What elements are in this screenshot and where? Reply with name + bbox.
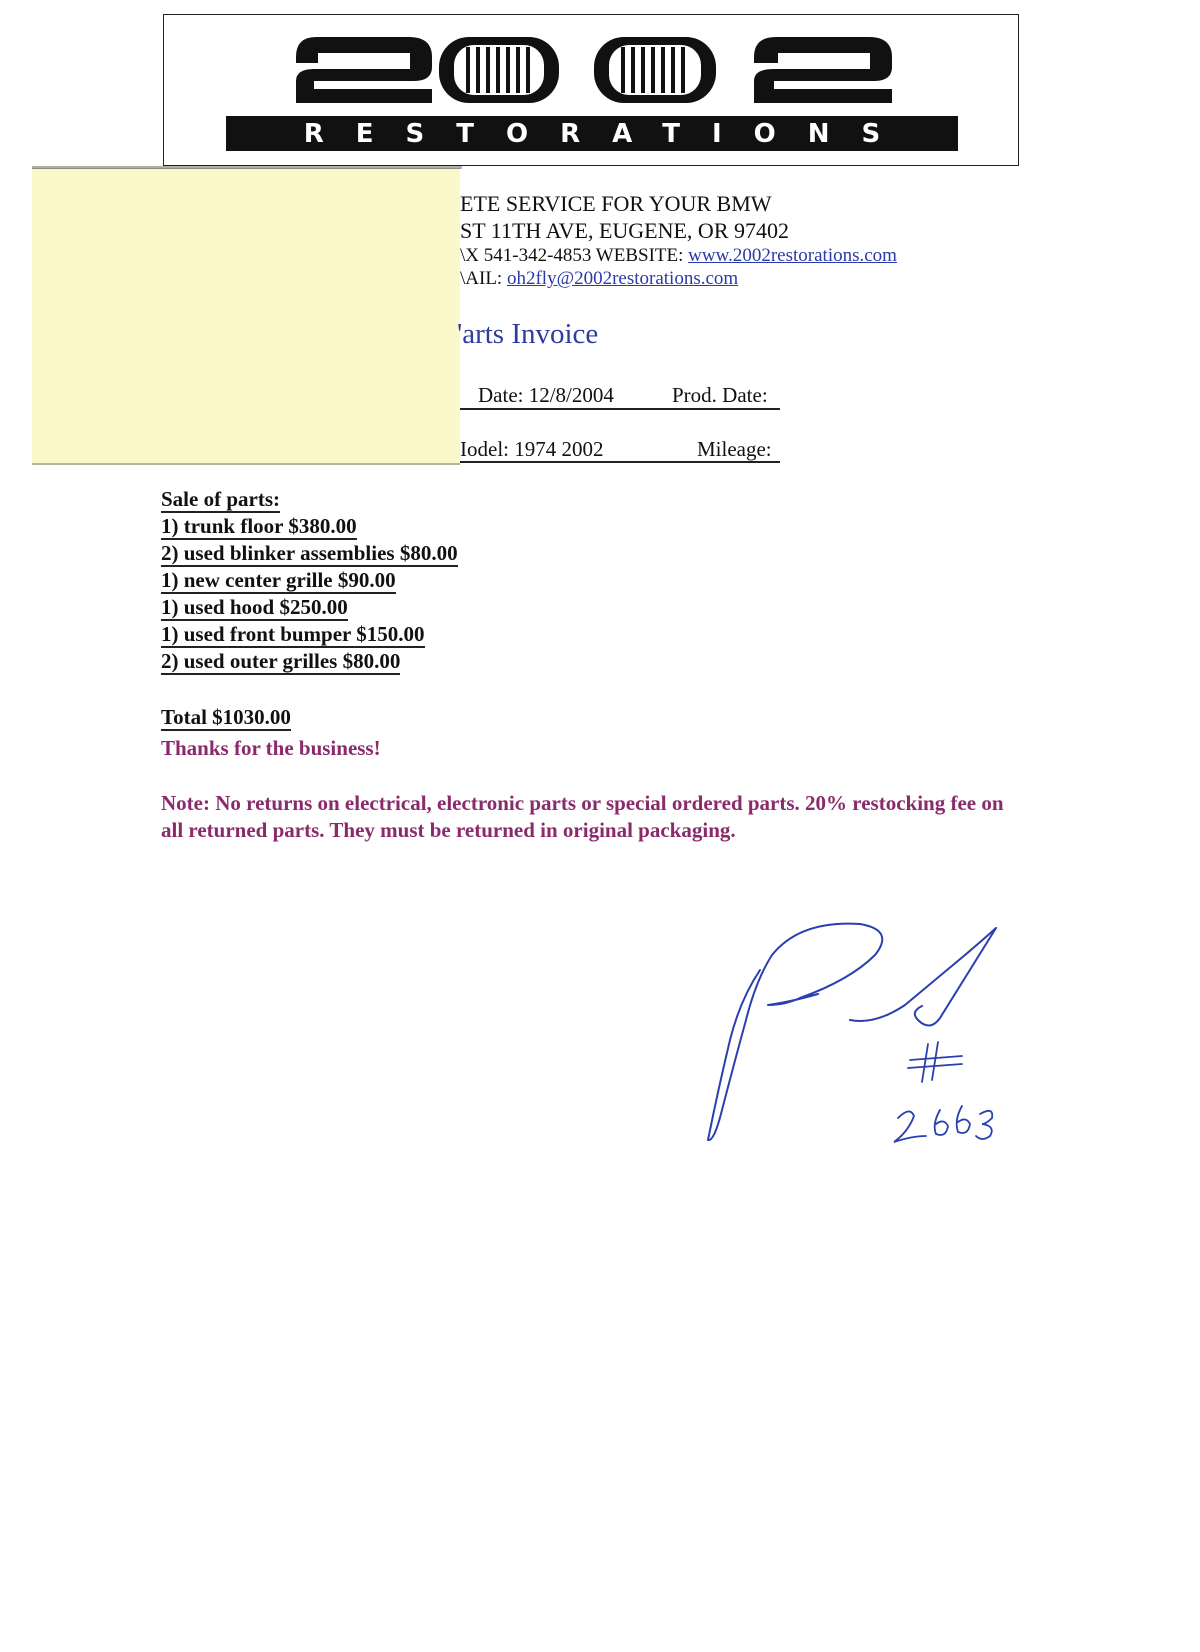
address-text: ST 11TH AVE, EUGENE, OR 97402 — [460, 218, 789, 243]
email-line — [460, 268, 738, 290]
list-item: 2) used outer grilles $80.00 — [161, 649, 401, 673]
parts-heading: Sale of parts: — [161, 487, 280, 511]
logo-caption-text: RESTORATIONS — [303, 118, 913, 149]
list-item: 2) used blinker assemblies $80.00 — [161, 541, 458, 565]
list-item: 1) used front bumper $150.00 — [161, 622, 425, 646]
prod-date-field: Prod. Date: — [672, 383, 768, 407]
returns-note: Note: No returns on electrical, electronic parts or special ordered parts. 20% restocking fee on all returned parts. They must be returned in original packaging. — [161, 791, 1004, 842]
logo-caption-bar — [226, 116, 958, 151]
date-field: Date: 12/8/2004 — [478, 383, 614, 407]
list-item: 1) trunk floor $380.00 — [161, 514, 357, 538]
signature-number — [894, 1042, 992, 1142]
address-line — [460, 218, 789, 244]
service-line: ETE SERVICE FOR YOUR BMW — [460, 191, 772, 216]
handwritten-signature — [700, 910, 1040, 1170]
invoice-total: Total $1030.00 — [161, 705, 291, 729]
thanks-message: Thanks for the business! — [161, 736, 381, 760]
email-link[interactable]: oh2fly@2002restorations.com — [506, 268, 739, 289]
email-label: \AIL: — [460, 268, 507, 289]
date-rule — [460, 408, 780, 410]
list-item: 1) new center grille $90.00 — [161, 568, 396, 592]
fax-text: \X 541-342-4853 WEBSITE: — [460, 245, 689, 266]
list-item: 1) used hood $250.00 — [161, 595, 348, 619]
invoice-title: 'arts Invoice — [457, 318, 599, 350]
website-link[interactable]: www.2002restorations.com — [688, 245, 897, 266]
company-logo — [163, 14, 1019, 166]
sticky-note-redaction — [32, 168, 460, 465]
model-rule — [460, 461, 780, 463]
model-field: Iodel: 1974 2002 — [460, 437, 604, 461]
contact-line — [460, 245, 897, 267]
mileage-field: Mileage: — [697, 437, 772, 461]
